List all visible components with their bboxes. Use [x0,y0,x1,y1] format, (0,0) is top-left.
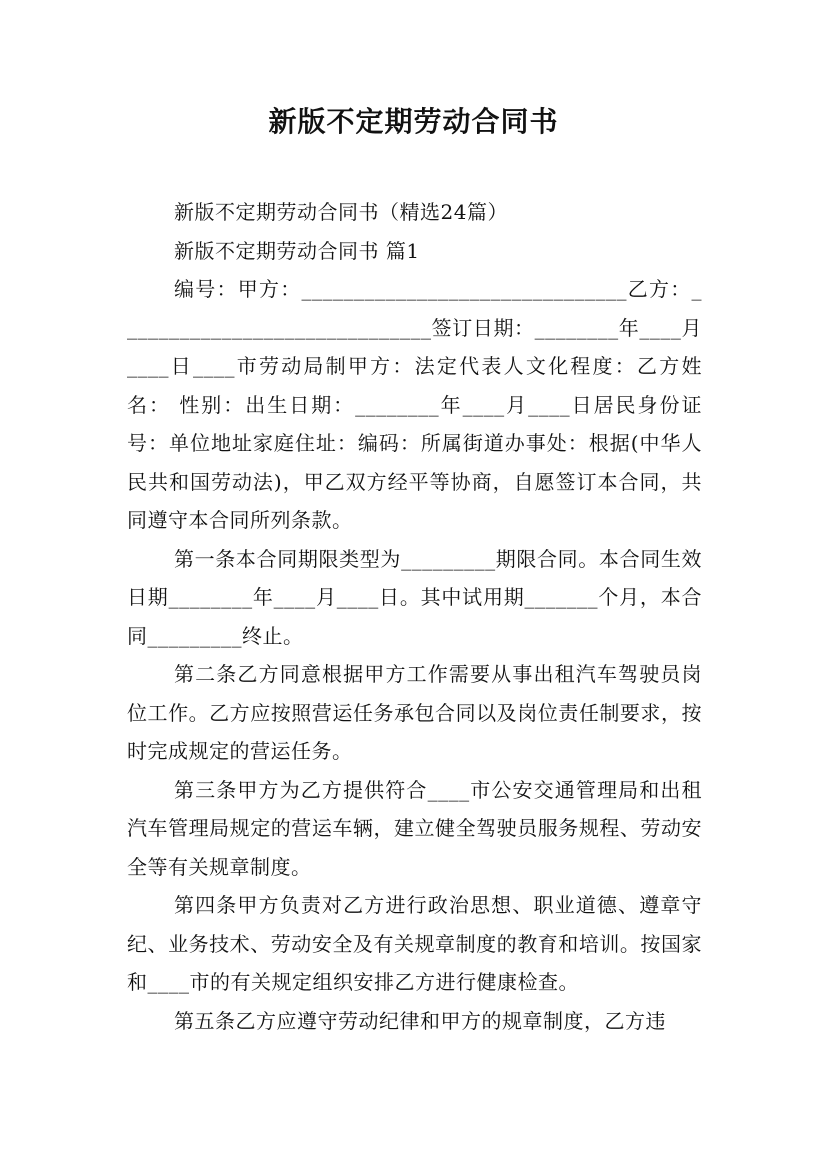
paragraph-article-2: 第二条乙方同意根据甲方工作需要从事出租汽车驾驶员岗位工作。乙方应按照营运任务承包合同以及岗位责任制要求，按时完成规定的营运任务。 [127,662,702,763]
paragraph-article-4: 第四条甲方负责对乙方进行政治思想、职业道德、遵章守纪、业务技术、劳动安全及有关规章制度的教育和培训。按国家和____市的有关规定组织安排乙方进行健康检查。 [127,893,702,994]
paragraph-article-5: 第五条乙方应遵守劳动纪律和甲方的规章制度，乙方违 [174,1008,666,1033]
paragraph-article-3: 第三条甲方为乙方提供符合____市公安交通管理局和出租汽车管理局规定的营运车辆，建立健全驾驶员服务规程、劳动安全等有关规章制度。 [127,777,702,879]
paragraph-parties: 编号：甲方：_______________________________乙方：______________________________签订日期：________年____月____日____市劳动局制甲方：法定代表人文化程度：乙方姓名： 性别：出生日期：________年____月____日居民身份证号：单位地址家庭住址：编码：所属街道办事处：根据(中华人民共和国劳动法)，甲乙双方经平等协商，自愿签订本合同，共同遵守本合同所列条款。 [127,277,702,532]
paragraph-article-1: 第一条本合同期限类型为_________期限合同。本合同生效日期________年____月____日。其中试用期_______个月，本合同_________终止。 [127,546,702,648]
document-title: 新版不定期劳动合同书 [268,105,559,138]
paragraph-subtitle: 新版不定期劳动合同书（精选24篇） [174,200,508,224]
paragraph-section-heading: 新版不定期劳动合同书 篇1 [174,238,420,263]
document-body [127,193,702,1040]
